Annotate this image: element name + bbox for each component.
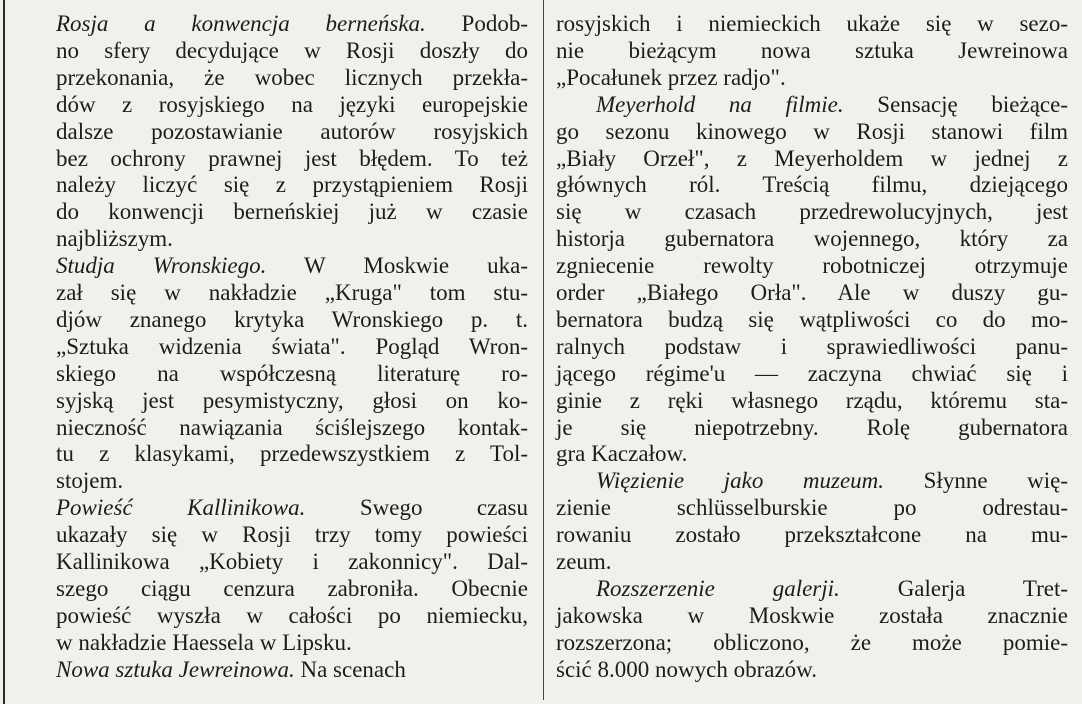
body-text: „Pocałunek przez radjo". (556, 64, 786, 90)
body-text: W Moskwie uka- (266, 253, 528, 279)
body-text: djów znanego krytyka Wronskiego p. t. (56, 306, 528, 332)
body-text: najbliższym. (56, 226, 173, 252)
body-text: jącego régime'u — zaczyna chwiać się i (556, 360, 1068, 386)
text-line (556, 335, 1068, 359)
body-text: ginie z ręki własnego rządu, któremu sta- (556, 387, 1068, 413)
body-text: rosyjskich i niemieckich ukaże się w sezo- (556, 11, 1068, 36)
body-text: zgniecenie rewolty robotniczej otrzymuje (556, 253, 1068, 279)
body-text: historja gubernatora wojennego, który za (556, 226, 1068, 252)
text-line (556, 442, 687, 466)
body-text: rozszerzona; obliczono, że może pomie- (556, 629, 1068, 655)
text-line (556, 604, 1068, 628)
body-text: order „Białego Orła". Ale w duszy gu- (556, 280, 1068, 305)
body-text: nie bieżącym nowa sztuka Jewreinowa (556, 37, 1068, 63)
text-line (556, 523, 1068, 547)
section-heading: Meyerhold na filmie. (596, 91, 844, 117)
text-line (556, 12, 1068, 36)
body-text: go sezonu kinowego w Rosji stanowi film (556, 118, 1068, 144)
body-text: Podob- (425, 11, 529, 36)
body-text: no sfery decydujące w Rosji doszły do (56, 37, 528, 63)
text-line (56, 416, 528, 440)
column-divider (543, 0, 544, 700)
text-line (556, 550, 612, 574)
text-line (56, 281, 528, 305)
body-text: powieść wyszła w całości po niemiecku, (56, 602, 528, 628)
section-heading: Rozszerzenie galerji. (596, 575, 840, 601)
text-line (556, 281, 1068, 305)
body-text: szego ciągu cenzura zabroniła. Obecnie (56, 575, 528, 601)
left-border-rule (3, 0, 5, 704)
text-line (56, 496, 528, 520)
body-text: zał się w nakładzie „Kruga" tom stu- (56, 280, 528, 305)
section-heading: Więzienie jako muzeum. (596, 468, 885, 494)
body-text: bernatora budzą się wątpliwości co do mo- (556, 306, 1068, 332)
text-line (556, 227, 1068, 251)
body-text: bez ochrony prawnej jest błędem. To też (56, 145, 528, 171)
section-heading: Powieść Kallinikowa. (56, 495, 306, 521)
body-text: syjską jest pesymistyczny, głosi on ko- (56, 387, 528, 413)
text-line (56, 254, 528, 278)
text-line (56, 577, 528, 601)
body-text: Słynne wię- (884, 468, 1068, 494)
text-line (556, 147, 1068, 171)
text-line (56, 469, 123, 493)
text-line (56, 550, 528, 574)
text-line (556, 308, 1068, 332)
body-text: ralnych podstaw i sprawiedliwości panu- (556, 333, 1068, 359)
text-line (556, 120, 1068, 144)
body-text: dów z rosyjskiego na języki europejskie (56, 91, 528, 117)
text-line (56, 66, 528, 90)
text-line (56, 227, 173, 251)
body-text: się w czasach przedrewolucyjnych, jest (556, 199, 1068, 225)
text-line (596, 469, 1068, 493)
text-line (556, 631, 1068, 655)
text-line (56, 335, 528, 359)
body-text: głównych ról. Treścią filmu, dziejącego (556, 172, 1068, 198)
text-line (556, 254, 1068, 278)
body-text: nieczność nawiązania ściślejszego kontak- (56, 414, 528, 440)
body-text: tu z klasykami, przedewszystkiem z Tol- (56, 441, 528, 467)
text-line (56, 120, 528, 144)
body-text: skiego na współczesną literaturę ro- (56, 360, 528, 386)
body-text: zeum. (556, 549, 612, 574)
text-line (56, 631, 352, 655)
text-line (556, 389, 1068, 413)
text-line (56, 604, 528, 628)
body-text: ukazały się w Rosji trzy tomy powieści (56, 522, 528, 548)
text-line (556, 173, 1068, 197)
text-line (556, 496, 1068, 520)
text-line (56, 147, 528, 171)
text-line (596, 93, 1068, 117)
text-line (556, 416, 1068, 440)
body-text: przekonania, że wobec licznych przekła- (56, 64, 528, 90)
body-text: Na scenach (294, 656, 406, 682)
body-text: jakowska w Moskwie została znacznie (556, 602, 1068, 628)
text-line (56, 523, 528, 547)
section-heading: Nowa sztuka Jewreinowa. (56, 656, 295, 682)
body-text: Sensację bieżące- (843, 91, 1068, 117)
body-text: stojem. (56, 468, 124, 494)
body-text: Kallinikowa „Kobiety i zakonnicy". Dal- (56, 549, 528, 574)
text-line (56, 12, 528, 36)
text-line (56, 39, 528, 63)
text-line (556, 39, 1068, 63)
text-line (56, 389, 528, 413)
text-line (56, 308, 528, 332)
body-text: do konwencji berneńskiej już w czasie (56, 199, 528, 225)
section-heading: Rosja a konwencja berneńska. (56, 11, 426, 36)
body-text: „Biały Orzeł", z Meyerholdem w jednej z (556, 145, 1068, 171)
text-line (56, 362, 528, 386)
text-line (56, 442, 528, 466)
text-line (556, 66, 786, 90)
text-line (56, 658, 406, 682)
body-text: gra Kaczałow. (556, 441, 688, 467)
body-text: je się niepotrzebny. Rolę gubernatora (556, 414, 1068, 440)
body-text: ścić 8.000 nowych obrazów. (556, 656, 818, 682)
text-line (596, 577, 1068, 601)
text-line (56, 93, 528, 117)
body-text: „Sztuka widzenia świata". Pogląd Wron- (56, 333, 528, 359)
body-text: w nakładzie Haessela w Lipsku. (56, 629, 352, 655)
text-line (56, 200, 528, 224)
body-text: zienie schlüsselburskie po odrestau- (556, 495, 1068, 521)
section-heading: Studja Wronskiego. (56, 253, 267, 279)
body-text: należy liczyć się z przystąpieniem Rosji (56, 172, 528, 198)
body-text: dalsze pozostawianie autorów rosyjskich (56, 118, 528, 144)
text-line (556, 362, 1068, 386)
text-line (556, 658, 817, 682)
body-text: Swego czasu (305, 495, 528, 521)
body-text: rowaniu zostało przekształcone na mu- (556, 522, 1068, 548)
text-line (56, 173, 528, 197)
body-text: Galerja Tret- (839, 575, 1068, 601)
text-line (556, 200, 1068, 224)
